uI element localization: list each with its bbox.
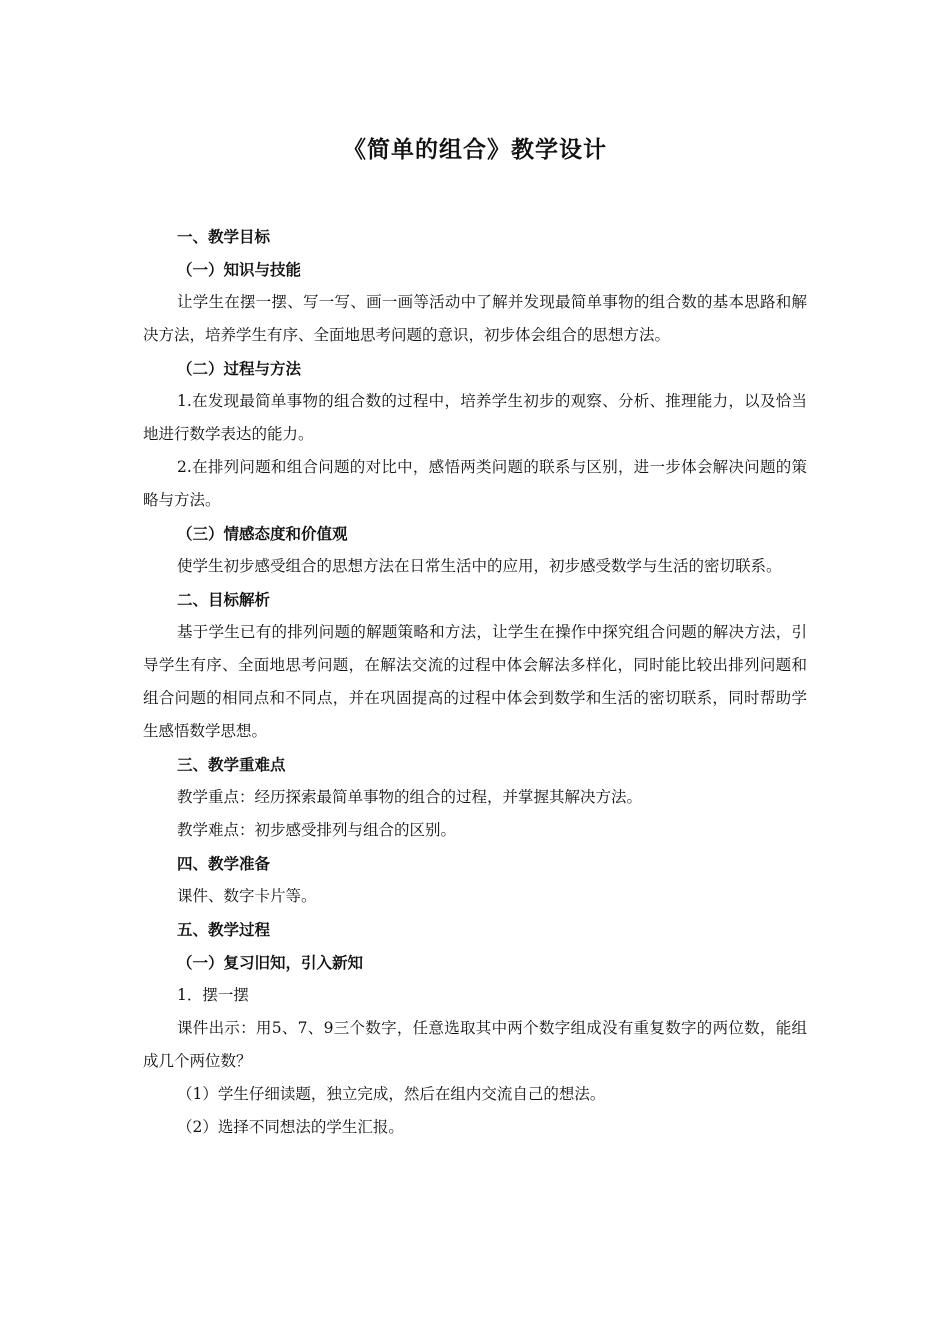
paragraph: （1）学生仔细读题，独立完成，然后在组内交流自己的想法。 (177, 1085, 606, 1103)
paragraph: 教学难点：初步感受排列与组合的区别。 (177, 821, 457, 839)
document-title: 《简单的组合》教学设计 (343, 136, 607, 163)
paragraph: 使学生初步感受组合的思想方法在日常生活中的应用，初步感受数学与生活的密切联系。 (177, 557, 782, 575)
subsection-heading: （二）过程与方法 (177, 359, 302, 378)
subsection-heading: （三）情感态度和价值观 (177, 524, 348, 543)
paragraph: 基于学生已有的排列问题的解题策略和方法，让学生在操作中探究组合问题的解决方法，引导学生有序、全面地思考问题，在解法交流的过程中体会解法多样化，同时能比较出排列问题和组合问题的相同点和不同点，并在巩固提高的过程中体会到数学和生活的密切联系，同时帮助学生感悟数学思想。 (143, 623, 807, 740)
list-item: 1．摆一摆 (177, 986, 249, 1004)
section-heading: 四、教学准备 (177, 854, 271, 873)
paragraph: 课件出示：用5、7、9三个数字，任意选取其中两个数字组成没有重复数字的两位数，能组成几个两位数？ (143, 1019, 807, 1070)
paragraph: 2.在排列问题和组合问题的对比中，感悟两类问题的联系与区别，进一步体会解决问题的策略与方法。 (143, 458, 807, 509)
paragraph: 教学重点：经历探索最简单事物的组合的过程，并掌握其解决方法。 (177, 788, 643, 806)
subsection-heading: （一）知识与技能 (177, 260, 302, 279)
document-body (143, 220, 807, 1144)
paragraph: 1.在发现最简单事物的组合数的过程中，培养学生初步的观察、分析、推理能力，以及恰当地进行数学表达的能力。 (143, 392, 807, 443)
subsection-heading: （一）复习旧知，引入新知 (177, 953, 364, 972)
section-heading: 五、教学过程 (177, 920, 271, 939)
paragraph: 课件、数字卡片等。 (177, 887, 317, 905)
section-heading: 二、目标解析 (177, 590, 271, 609)
section-heading: 一、教学目标 (177, 227, 271, 246)
paragraph: （2）选择不同想法的学生汇报。 (177, 1118, 404, 1136)
paragraph: 让学生在摆一摆、写一写、画一画等活动中了解并发现最简单事物的组合数的基本思路和解决方法，培养学生有序、全面地思考问题的意识，初步体会组合的思想方法。 (143, 293, 807, 344)
section-heading: 三、教学重难点 (177, 755, 286, 774)
